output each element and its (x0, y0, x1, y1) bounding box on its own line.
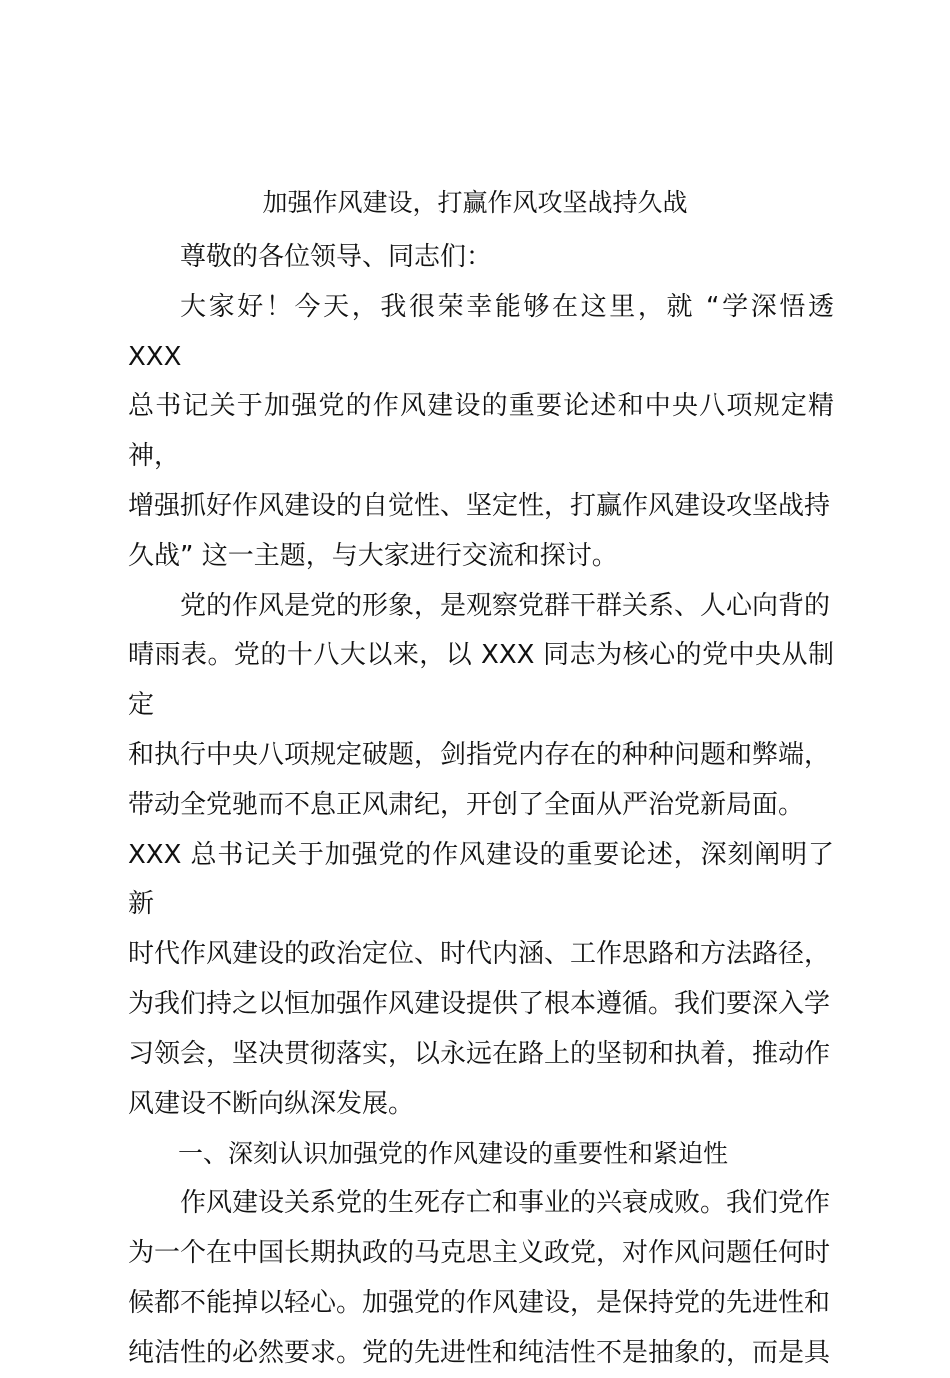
paragraph-greeting: 大家好！今天，我很荣幸能够在这里，就 “学深悟透 XXX 总书记关于加强党的作风建设的重要论述和中央八项规定精神， 增强抓好作风建设的自觉性、坚定性，打赢作风建设攻坚战持 久战” 这一主题，与大家进行交流和探讨。 (128, 291, 834, 571)
document-body (128, 233, 834, 1378)
paragraph-section-1: 作风建设关系党的生死存亡和事业的兴衰成败。我们党作 为一个在中国长期执政的马克思主义政党，对作风问题任何时 候都不能掉以轻心。加强党的作风建设，是保持党的先进性和 纯洁性的必然要求。党的先进性和纯洁性不是抽象的，而是具 (128, 1188, 831, 1368)
paragraph-party-style: 党的作风是党的形象，是观察党群干群关系、人心向背的 晴雨表。党的十八大以来，以 XXX 同志为核心的党中央从制定 和执行中央八项规定破题，剑指党内存在的种种问题和弊端， 带动全党驰而不息正风肃纪，开创了全面从严治党新局面。 XXX 总书记关于加强党的作风建设的重要论述，深刻阐明了新 时代作风建设的政治定位、时代内涵、工作思路和方法路径， 为我们持之以恒加强作风建设提供了根本遵循。我们要深入学 习领会，坚决贯彻落实，以永远在路上的坚韧和执着，推动作 风建设不断向纵深发展。 (128, 590, 834, 1119)
salutation: 尊敬的各位领导、同志们： (180, 242, 493, 272)
section-heading-1: 一、深刻认识加强党的作风建设的重要性和紧迫性 (178, 1139, 729, 1169)
document-title: 加强作风建设，打赢作风攻坚战持久战 (262, 188, 688, 217)
